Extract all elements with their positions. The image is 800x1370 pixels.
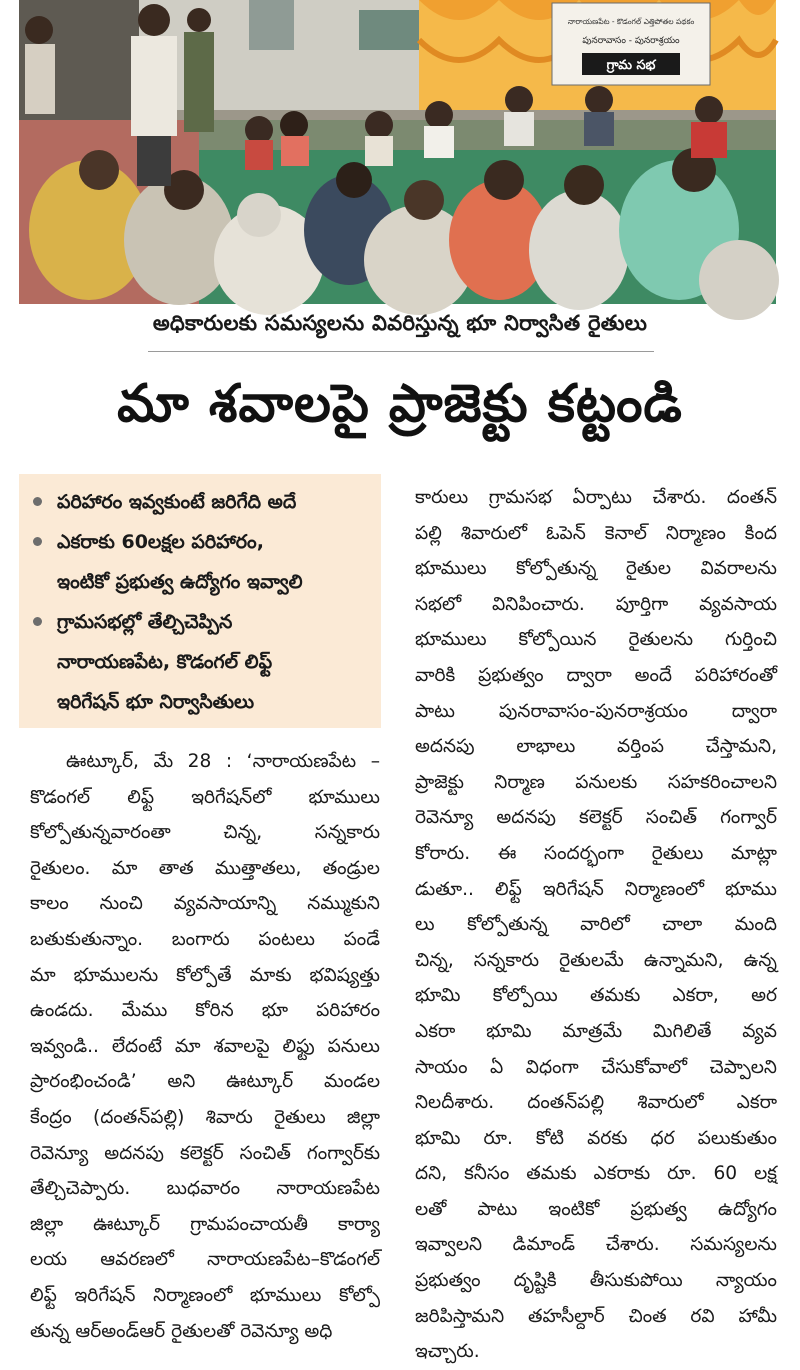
banner-mid-line: పునరావాసం - పునరాశ్రయం xyxy=(582,36,680,46)
highlight-item xyxy=(31,522,371,602)
article-line: లయ ఆవరణలో నారాయణపేట–కొడంగల్ xyxy=(30,1249,380,1271)
article-line: ఉండదు. మేము కోరిన భూ పరిహారం xyxy=(30,1000,380,1022)
article-line: డుతూ.. లిఫ్ట్ ఇరిగేషన్ నిర్మాణంలో భూము xyxy=(415,878,777,900)
highlight-line: ఇరిగేషన్ భూ నిర్వాసితులు xyxy=(57,691,255,713)
article-line: తున్న ఆర్‌అండ్‌ఆర్ రైతులతో రెవెన్యూ అధి xyxy=(30,1320,333,1342)
caption-divider xyxy=(148,351,654,352)
article-line: జరిపిస్తామని తహసీల్దార్ చింత రవి హామీ xyxy=(415,1305,777,1327)
article-line: రెవెన్యూ అదనపు కలెక్టర్ సంచిత్ గంగ్వార్ xyxy=(415,807,777,829)
highlight-item xyxy=(31,602,371,722)
article-line: భూములు కోల్పోయిన రైతులను గుర్తించి xyxy=(415,629,777,651)
article-column-right xyxy=(415,480,777,1370)
article-line: సాయం ఏ విధంగా చేసుకోవాలో చెప్పాలని xyxy=(415,1056,777,1078)
highlight-line: నారాయణపేట, కొడంగల్ లిఫ్ట్ xyxy=(57,651,273,673)
banner-top-line: నారాయణపేట - కొడంగల్ ఎత్తిపోతల పథకం xyxy=(567,17,695,26)
article-line: లతో పాటు ఇంటికో ప్రభుత్వ ఉద్యోగం xyxy=(415,1198,777,1220)
article-line: బతుకుతున్నాం. బంగారు పంటలు పండే xyxy=(30,928,380,950)
article-line: జిల్లా ఊట్కూర్ గ్రామపంచాయతీ కార్యా xyxy=(30,1213,380,1235)
article-line: లిఫ్ట్ ఇరిగేషన్ నిర్మాణంలో భూములు కోల్పో xyxy=(30,1284,380,1306)
article-line: ఇవ్వాలని డిమాండ్ చేశారు. సమస్యలను xyxy=(415,1234,777,1256)
article-line: కోరారు. ఈ సందర్భంగా రైతులు మాట్లా xyxy=(415,842,777,864)
article-line: ఎకరా భూమి మాత్రమే మిగిలితే వ్యవ xyxy=(415,1020,777,1042)
highlight-item xyxy=(31,482,371,522)
article-line: కోల్పోతున్నవారంతా చిన్న, సన్నకారు xyxy=(30,822,380,844)
article-line: కారులు గ్రామసభ ఏర్పాటు చేశారు. దంతన్ xyxy=(415,487,777,508)
article-line: కేంద్రం (దంతన్‌పల్లి) శివారు రైతులు జిల్లా xyxy=(30,1106,380,1128)
article-line: భూమి రూ. కోటి వరకు ధర పలుకుతుం xyxy=(415,1127,777,1149)
article-line: రెవెన్యూ అదనపు కలెక్టర్ సంచిత్ గంగ్వార్‌కు xyxy=(30,1142,380,1164)
article-line: రైతులం. మా తాత ముత్తాతలు, తండ్రుల xyxy=(30,857,380,879)
article-line: దని, కనీసం తమకు ఎకరాకు రూ. 60 లక్ష xyxy=(415,1163,777,1185)
article-line: పల్లి శివారులో ఓపెన్ కెనాల్ నిర్మాణం కింద xyxy=(415,522,777,544)
article-line: నిలదీశారు. దంతన్‌పల్లి శివారులో ఎకరా xyxy=(415,1092,777,1114)
meeting-photo-illustration xyxy=(19,0,776,304)
article-column-left xyxy=(30,744,380,1349)
highlight-line: ఇంటికో ప్రభుత్వ ఉద్యోగం ఇవ్వాలి xyxy=(57,571,303,593)
article-line: కాలం నుంచి వ్యవసాయాన్ని నమ్ముకుని xyxy=(30,893,380,915)
highlight-line: గ్రామసభల్లో తేల్చిచెప్పిన xyxy=(57,611,233,633)
news-photo xyxy=(19,0,776,304)
article-line: భూములు కోల్పోతున్న రైతుల వివరాలను xyxy=(415,558,777,580)
highlight-line: పరిహారం ఇవ్వకుంటే జరిగేది అదే xyxy=(57,491,297,513)
article-line: ప్రభుత్వం దృష్టికి తీసుకుపోయి న్యాయం xyxy=(415,1270,777,1292)
article-line: ఇచ్చారు. xyxy=(415,1341,480,1363)
highlights-box xyxy=(19,474,381,728)
article-line: లు కోల్పోతున్న వారిలో చాలా మంది xyxy=(415,914,777,936)
article-line: అదనపు లాభాలు వర్తింప చేస్తామని, xyxy=(415,736,777,758)
article-line: కొడంగల్ లిఫ్ట్ ఇరిగేషన్‌లో భూములు xyxy=(30,786,380,808)
article-line: భూమి కోల్పోయి తమకు ఎకరా, అర xyxy=(415,985,777,1007)
article-line: ఇవ్వండి.. లేదంటే మా శవాలపై లిఫ్టు పనులు xyxy=(30,1035,380,1057)
article-line: చిన్న, సన్నకారు రైతులమే ఉన్నామని, ఉన్న xyxy=(415,949,777,971)
article-line: ఊట్కూర్, మే 28 : ‘నారాయణపేట – xyxy=(66,751,380,772)
highlight-line: ఎకరాకు 60లక్షల పరిహారం, xyxy=(57,531,264,553)
article-line: వారికి ప్రభుత్వం ద్వారా అందే పరిహారంతో xyxy=(415,664,777,686)
article-line: మా భూములను కోల్పోతే మాకు భవిష్యత్తు xyxy=(30,964,380,986)
article-line: ప్రాజెక్టు నిర్మాణ పనులకు సహకరించాలని xyxy=(415,771,777,793)
article-line: తేల్చిచెప్పారు. బుధవారం నారాయణపేట xyxy=(30,1178,380,1200)
article-line: పాటు పునరావాసం-పునరాశ్రయం ద్వారా xyxy=(415,700,777,722)
article-line: ప్రారంభించండి’ అని ఊట్కూర్ మండల xyxy=(30,1071,380,1093)
article-line: సభలో వినిపించారు. పూర్తిగా వ్యవసాయ xyxy=(415,593,777,615)
headline: మా శవాలపై ప్రాజెక్టు కట్టండి xyxy=(117,374,683,434)
banner-main-text: గ్రామ సభ xyxy=(606,58,656,73)
photo-caption: అధికారులకు సమస్యలను వివరిస్తున్న భూ నిర్వాసిత రైతులు xyxy=(152,311,648,335)
